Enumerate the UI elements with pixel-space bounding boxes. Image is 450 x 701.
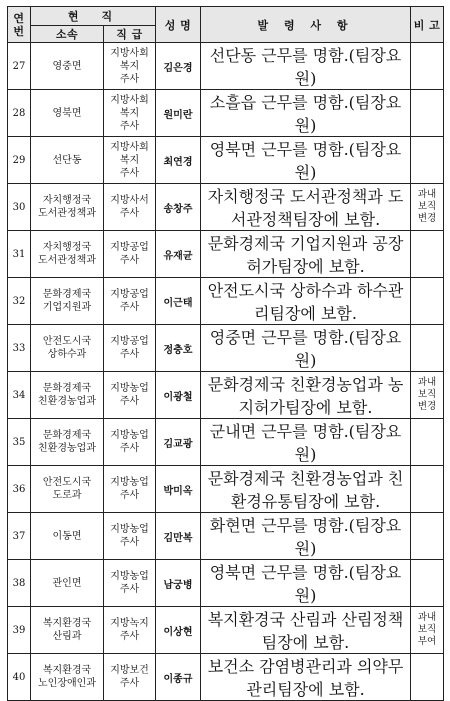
department-cell: 영북면 (31, 90, 104, 137)
appointment-text-cell: 자치행정국 도서관정책과 도서관정책팀장에 보함. (201, 184, 411, 231)
rank-cell: 지방농업 주사 (104, 372, 156, 419)
person-name-cell: 원미란 (156, 90, 201, 137)
table-row (8, 654, 444, 701)
row-number-cell: 38 (8, 560, 31, 607)
department-cell: 문화경제국 기업지원과 (31, 278, 104, 325)
department-cell: 복지환경국 노인장애인과 (31, 654, 104, 701)
appointment-document (7, 6, 443, 701)
department-cell: 선단동 (31, 137, 104, 184)
appointment-text-cell: 군내면 근무를 명함.(팀장요원) (201, 419, 411, 466)
rank-cell: 지방공업 주사 (104, 231, 156, 278)
table-row (8, 607, 444, 654)
rank-cell: 지방농업 주사 (104, 419, 156, 466)
table-row (8, 513, 444, 560)
rank-cell: 지방녹지 주사 (104, 607, 156, 654)
appointment-text-cell: 문화경제국 친환경농업과 친환경유통팀장에 보함. (201, 466, 411, 513)
table-row (8, 137, 444, 184)
appointment-text-cell: 화현면 근무를 명함.(팀장요원) (201, 513, 411, 560)
department-cell: 안전도시국 도로과 (31, 466, 104, 513)
person-name-cell: 김은경 (156, 43, 201, 90)
note-cell (411, 43, 444, 90)
row-number-cell: 37 (8, 513, 31, 560)
rank-cell: 지방사회복지 주사 (104, 137, 156, 184)
header-current-position: 현 직 (31, 7, 156, 26)
row-number-cell: 39 (8, 607, 31, 654)
row-number-cell: 30 (8, 184, 31, 231)
note-cell (411, 466, 444, 513)
department-cell: 문화경제국 친환경농업과 (31, 419, 104, 466)
row-number-cell: 29 (8, 137, 31, 184)
department-cell: 관인면 (31, 560, 104, 607)
row-number-cell: 34 (8, 372, 31, 419)
note-cell (411, 419, 444, 466)
person-name-cell: 이광철 (156, 372, 201, 419)
table-row (8, 372, 444, 419)
note-cell (411, 654, 444, 701)
rank-cell: 지방사회복지 주사 (104, 43, 156, 90)
department-cell: 영중면 (31, 43, 104, 90)
rank-cell: 지방사회복지 주사 (104, 90, 156, 137)
header-row-top (8, 7, 444, 26)
person-name-cell: 이종규 (156, 654, 201, 701)
table-body (8, 43, 444, 701)
note-cell (411, 278, 444, 325)
note-cell: 과내 보직 변경 (411, 184, 444, 231)
appointment-text-cell: 보건소 감염병관리과 의약무관리팀장에 보함. (201, 654, 411, 701)
note-cell (411, 231, 444, 278)
table-row (8, 466, 444, 513)
rank-cell: 지방사서 주사 (104, 184, 156, 231)
appointment-text-cell: 영북면 근무를 명함.(팀장요원) (201, 137, 411, 184)
table-row (8, 43, 444, 90)
rank-cell: 지방공업 주사 (104, 278, 156, 325)
row-number-cell: 27 (8, 43, 31, 90)
row-number-cell: 28 (8, 90, 31, 137)
person-name-cell: 유재균 (156, 231, 201, 278)
table-row (8, 325, 444, 372)
appointment-text-cell: 영중면 근무를 명함.(팀장요원) (201, 325, 411, 372)
appointment-text-cell: 안전도시국 상하수과 하수관리팀장에 보함. (201, 278, 411, 325)
row-number-cell: 35 (8, 419, 31, 466)
department-cell: 자치행정국 도서관정책과 (31, 184, 104, 231)
row-number-cell: 40 (8, 654, 31, 701)
header-rank: 직 급 (104, 26, 156, 43)
header-dept: 소속 (31, 26, 104, 43)
person-name-cell: 최연경 (156, 137, 201, 184)
rank-cell: 지방농업 주사 (104, 513, 156, 560)
person-name-cell: 송창주 (156, 184, 201, 231)
note-cell (411, 90, 444, 137)
note-cell (411, 560, 444, 607)
appointment-text-cell: 문화경제국 친환경농업과 농지허가팀장에 보함. (201, 372, 411, 419)
note-cell (411, 513, 444, 560)
rank-cell: 지방공업 주사 (104, 325, 156, 372)
department-cell: 복지환경국 산림과 (31, 607, 104, 654)
appointment-text-cell: 선단동 근무를 명함.(팀장요원) (201, 43, 411, 90)
department-cell: 문화경제국 친환경농업과 (31, 372, 104, 419)
department-cell: 이동면 (31, 513, 104, 560)
table-row (8, 278, 444, 325)
table-row (8, 184, 444, 231)
department-cell: 자치행정국 도서관정책과 (31, 231, 104, 278)
table-row (8, 90, 444, 137)
note-cell (411, 325, 444, 372)
row-number-cell: 32 (8, 278, 31, 325)
row-number-cell: 33 (8, 325, 31, 372)
rank-cell: 지방농업 주사 (104, 466, 156, 513)
person-name-cell: 이근태 (156, 278, 201, 325)
appointment-text-cell: 영북면 근무를 명함.(팀장요원) (201, 560, 411, 607)
person-name-cell: 정충호 (156, 325, 201, 372)
person-name-cell: 이상현 (156, 607, 201, 654)
table-row (8, 231, 444, 278)
person-name-cell: 김교광 (156, 419, 201, 466)
rank-cell: 지방농업 주사 (104, 560, 156, 607)
header-appointment: 발 령 사 항 (201, 7, 411, 43)
note-cell (411, 137, 444, 184)
appointment-text-cell: 문화경제국 기업지원과 공장허가팀장에 보함. (201, 231, 411, 278)
row-number-cell: 36 (8, 466, 31, 513)
rank-cell: 지방보건 주사 (104, 654, 156, 701)
person-name-cell: 남궁병 (156, 560, 201, 607)
row-number-cell: 31 (8, 231, 31, 278)
header-no: 연 번 (8, 7, 31, 43)
note-cell: 과내 보직 부여 (411, 607, 444, 654)
note-cell: 과내 보직 변경 (411, 372, 444, 419)
header-note: 비 고 (411, 7, 444, 43)
appointment-text-cell: 소흘읍 근무를 명함.(팀장요원) (201, 90, 411, 137)
appointment-table (7, 6, 444, 701)
table-row (8, 419, 444, 466)
appointment-text-cell: 복지환경국 산림과 산림정책팀장에 보함. (201, 607, 411, 654)
header-name: 성 명 (156, 7, 201, 43)
table-row (8, 560, 444, 607)
person-name-cell: 김만복 (156, 513, 201, 560)
department-cell: 안전도시국 상하수과 (31, 325, 104, 372)
person-name-cell: 박미옥 (156, 466, 201, 513)
